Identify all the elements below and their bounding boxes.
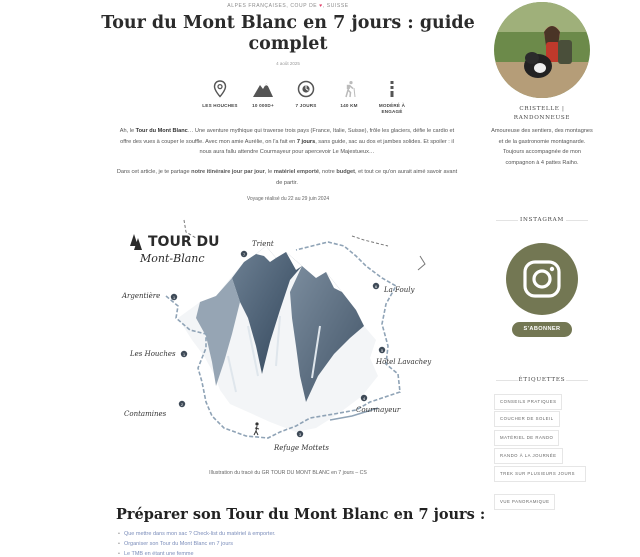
tmb-logo bbox=[130, 234, 219, 265]
tag-vue-panoramique[interactable]: VUE PANORAMIQUE bbox=[494, 494, 555, 510]
svg-text:1: 1 bbox=[172, 296, 176, 300]
stop-label: Contamines bbox=[124, 410, 167, 418]
trip-dates: Voyage réalisé du 22 au 29 juin 2024 bbox=[246, 196, 330, 202]
heart-icon: ♥ bbox=[319, 3, 323, 9]
stat-elevation bbox=[241, 80, 285, 109]
stop-refuge-mottets bbox=[273, 431, 329, 452]
author-avatar bbox=[494, 2, 590, 98]
intro-paragraph-2: Dans cet article, je te partage notre itinéraire jour par jour, le matériel emporté, notre budget, et tout ce qu'on aurait aimé savoir avant de partir. bbox=[116, 169, 458, 186]
instagram-icon[interactable] bbox=[506, 243, 578, 315]
stop-label: Les Houches bbox=[130, 350, 176, 358]
stop-contamines bbox=[124, 401, 185, 418]
stat-label: 7 JOURS bbox=[295, 103, 317, 108]
stop-label: Courmayeur bbox=[356, 406, 401, 414]
logo-subtitle: Mont-Blanc bbox=[140, 252, 205, 265]
map-caption: Illustration du tracé du GR TOUR DU MONT BLANC en 7 jours – CS bbox=[209, 470, 367, 476]
article bbox=[100, 0, 486, 557]
stop-label: Refuge Mottets bbox=[274, 444, 329, 452]
tag-materiel-de-rando[interactable]: MATÉRIEL DE RANDO bbox=[494, 430, 559, 446]
svg-text:2: 2 bbox=[180, 403, 184, 407]
stop-label: La Fouly bbox=[384, 286, 415, 294]
stop-argentiere bbox=[121, 292, 177, 300]
stop-hotel-lavachey bbox=[375, 347, 432, 366]
stat-duration bbox=[284, 80, 328, 109]
author-bio: Amoureuse des sentiers, des montagnes et de la gastronomie montagnarde. Toujours accompagnée de mon compagnon à 4 pattes Raiho. bbox=[491, 128, 593, 166]
stat-start bbox=[198, 80, 242, 109]
stop-label: Trient bbox=[252, 240, 274, 248]
mountain-icon bbox=[252, 80, 274, 98]
list-item[interactable]: • Que mettre dans mon sac ? Check-list du matériel à emporter. bbox=[118, 529, 276, 539]
instagram-widget-title: INSTAGRAM bbox=[490, 217, 594, 223]
list-item[interactable]: • Le TMB en étant une femme bbox=[118, 549, 276, 557]
svg-text:5: 5 bbox=[380, 349, 384, 353]
stat-label: 10 000D+ bbox=[252, 103, 274, 108]
hiker-figure bbox=[254, 422, 259, 435]
intro-paragraph: Ah, le Tour du Mont Blanc… Une aventure mythique qui traverse trois pays (France, Italie, Suisse), frôle les glaciers, défie le cardio et offre des vues à couper le souffle. Avec mon amie Aurélie, on l'a fait en 7 jours, sans guide, sac au dos et jambes solides. Et spoiler : il nous aura fallu attendre Courmayeur pour apercevoir Le Majestueux… bbox=[119, 128, 455, 155]
stat-label: 140 KM bbox=[340, 103, 358, 108]
section-heading: Préparer son Tour du Mont Blanc en 7 jours : bbox=[116, 506, 486, 523]
stop-les-houches bbox=[129, 350, 187, 358]
tag-coucher-de-soleil[interactable]: COUCHER DE SOLEIL bbox=[494, 411, 560, 427]
svg-text:7: 7 bbox=[242, 253, 246, 257]
location-pin-icon bbox=[213, 80, 227, 98]
post-date: 4 août 2025 bbox=[276, 61, 300, 66]
svg-text:3: 3 bbox=[298, 433, 302, 437]
difficulty-icon bbox=[387, 80, 397, 98]
post-title: Tour du Mont Blanc en 7 jours : guide complet bbox=[101, 13, 475, 54]
tags-widget-title: ÉTIQUETTES bbox=[490, 377, 594, 383]
hiker-icon bbox=[340, 80, 358, 98]
svg-text:6: 6 bbox=[374, 285, 378, 289]
stop-label: Hôtel Lavachey bbox=[376, 358, 432, 366]
post-categories bbox=[100, 0, 476, 9]
author-name: CRISTELLE | RANDONNEUSE bbox=[513, 106, 571, 121]
tag-conseils-pratiques[interactable]: CONSEILS PRATIQUES bbox=[494, 394, 562, 410]
svg-text:1: 1 bbox=[182, 353, 186, 357]
svg-text:4: 4 bbox=[362, 397, 366, 401]
category-link-suisse[interactable]: , SUISSE bbox=[322, 3, 349, 9]
logo-title: TOUR DU bbox=[148, 234, 220, 250]
follow-button[interactable]: S'ABONNER bbox=[512, 322, 572, 337]
tag-trek-sur-plusieurs-jours[interactable]: TREK SUR PLUSIEURS JOURS bbox=[494, 466, 586, 482]
stat-distance bbox=[327, 80, 371, 109]
stop-label: Argentière bbox=[122, 292, 161, 300]
tmb-route-map bbox=[120, 206, 470, 461]
tag-rando-a-la-journee[interactable]: RANDO À LA JOURNÉE bbox=[494, 448, 563, 464]
list-item[interactable]: • Organiser son Tour du Mont Blanc en 7 jours bbox=[118, 539, 276, 549]
stat-label: MODÉRÉ À ENGAGÉ bbox=[378, 103, 406, 114]
arrow-icon bbox=[418, 256, 425, 270]
stop-courmayeur bbox=[356, 395, 401, 414]
stat-difficulty bbox=[370, 80, 414, 115]
section-links bbox=[118, 529, 276, 557]
clock-icon bbox=[297, 80, 315, 98]
category-links[interactable]: ALPES FRANÇAISES, COUP DE bbox=[227, 3, 318, 9]
stat-label: LES HOUCHES bbox=[202, 103, 238, 108]
